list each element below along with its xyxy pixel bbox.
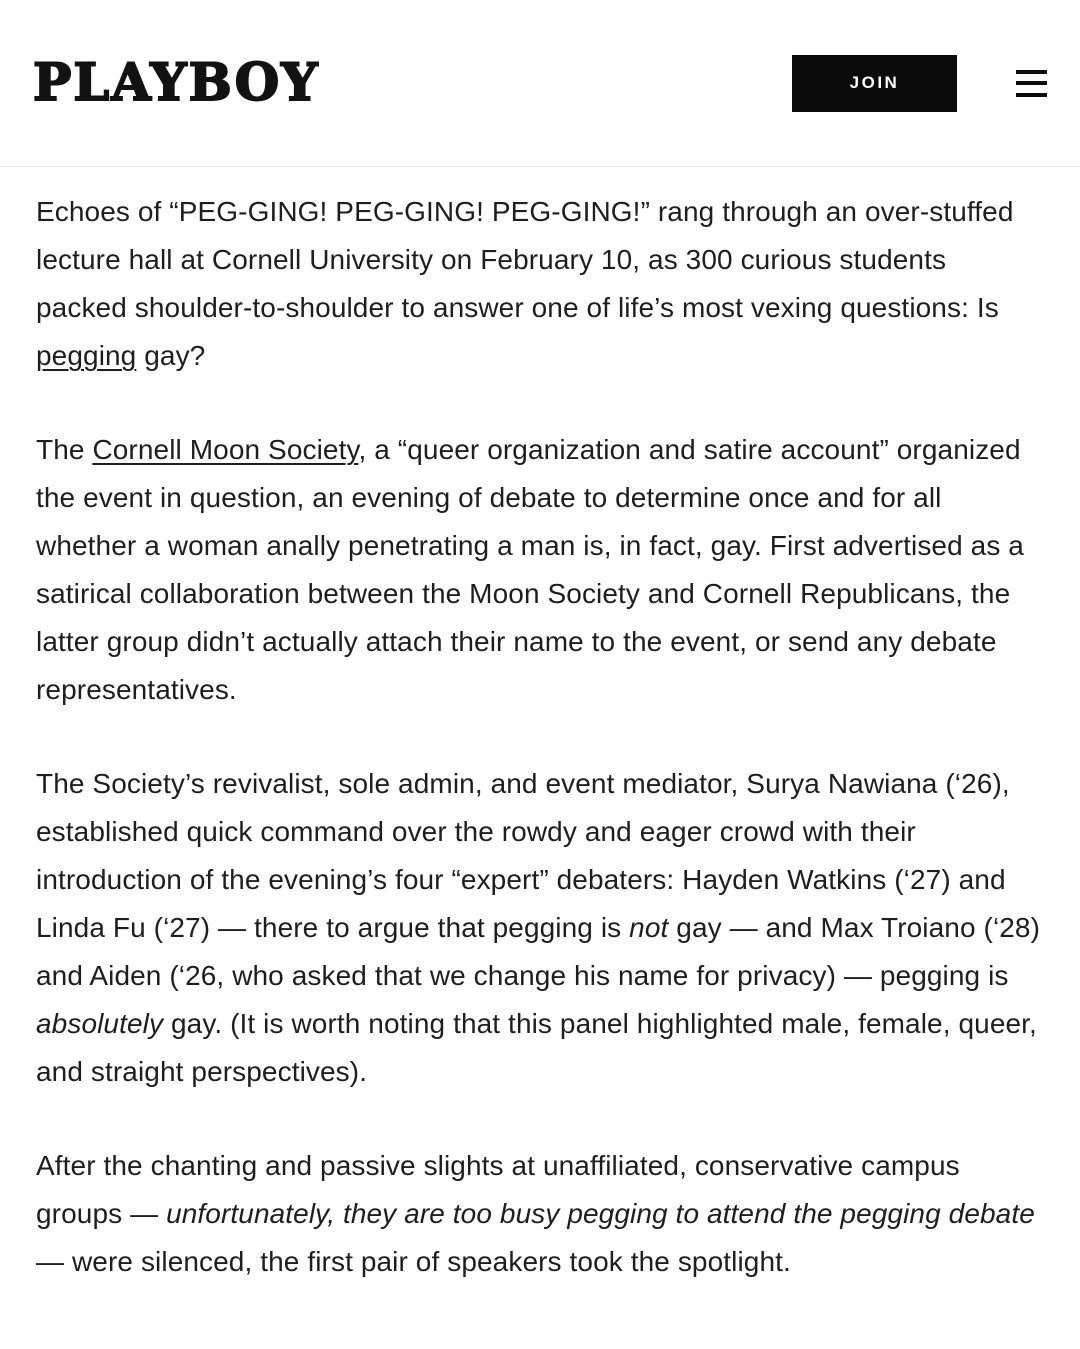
text-segment: After the chanting and passive slights at unaffiliated, conservative campus groups — bbox=[36, 1150, 960, 1229]
italic-text: unfortunately, they are too busy pegging to attend the pegging debate bbox=[166, 1198, 1035, 1229]
text-segment: The bbox=[36, 434, 93, 465]
site-header bbox=[0, 0, 1080, 167]
hamburger-bar bbox=[1016, 81, 1047, 85]
paragraph bbox=[36, 188, 1044, 380]
text-segment: The Society’s revivalist, sole admin, and event mediator, Surya Nawiana (‘26), established quick command over the rowdy and eager crowd with their introduction of the evening’s four “expert” debaters: Hayden Watkins (‘27) and Linda Fu (‘27) — there to argue that pegging is bbox=[36, 768, 1010, 943]
text-segment: gay? bbox=[136, 340, 206, 371]
paragraph bbox=[36, 760, 1044, 1096]
text-segment: gay. (It is worth noting that this panel highlighted male, female, queer, and straight perspectives). bbox=[36, 1008, 1037, 1087]
playboy-logo[interactable]: PLAYBOY bbox=[33, 53, 320, 113]
inline-link[interactable]: pegging bbox=[36, 340, 137, 371]
italic-text: not bbox=[629, 912, 669, 943]
text-segment: Echoes of “PEG-GING! PEG-GING! PEG-GING!” rang through an over-stuffed lecture hall at Cornell University on February 10, as 300 curious students packed shoulder-to-shoulder to answer one of life’s most vexing questions: Is bbox=[36, 196, 1014, 323]
hamburger-bar bbox=[1016, 93, 1047, 97]
article-body bbox=[0, 167, 1080, 1286]
paragraph bbox=[36, 1142, 1044, 1286]
hamburger-menu-icon[interactable] bbox=[1016, 70, 1047, 97]
text-segment: gay — and Max Troiano (‘28) and Aiden (‘26, who asked that we change his name for privacy) — pegging is bbox=[36, 912, 1041, 991]
text-segment: — were silenced, the first pair of speakers took the spotlight. bbox=[36, 1246, 791, 1277]
inline-link[interactable]: Cornell Moon Society bbox=[92, 434, 359, 465]
text-segment: , a “queer organization and satire account” organized the event in question, an evening of debate to determine once and for all whether a woman anally penetrating a man is, in fact, gay. First advertised as a satirical collaboration between the Moon Society and Cornell Republicans, the latter group didn’t actually attach their name to the event, or send any debate representatives. bbox=[36, 434, 1024, 705]
hamburger-bar bbox=[1016, 70, 1047, 74]
italic-text: absolutely bbox=[36, 1008, 164, 1039]
join-button[interactable]: JOIN bbox=[792, 55, 957, 112]
paragraph bbox=[36, 426, 1044, 714]
